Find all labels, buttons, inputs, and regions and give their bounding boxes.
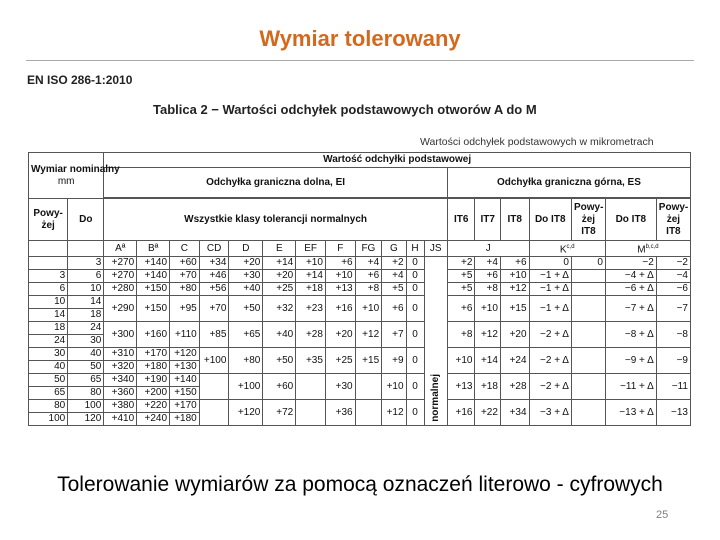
cell-it8: +12	[500, 283, 529, 296]
cell-d: +80	[229, 348, 263, 374]
cell-c: +70	[170, 270, 200, 283]
cell-m2: −2	[656, 257, 690, 270]
empty-header-cell	[68, 241, 104, 257]
table-row	[29, 296, 691, 309]
letter-a: Aª	[104, 241, 137, 257]
letter-e: E	[263, 241, 296, 257]
cell-c: +170	[170, 400, 200, 413]
cell-b: +140	[137, 257, 170, 270]
cell-m1: −13 + Δ	[605, 400, 656, 426]
cell-c: +120	[170, 348, 200, 361]
letter-cd: CD	[199, 241, 229, 257]
cell-k1: −1 + Δ	[529, 296, 571, 322]
cell-g: +4	[382, 270, 406, 283]
cell-f: +36	[325, 400, 355, 426]
cell-it8: +20	[500, 322, 529, 348]
cell-g: +6	[382, 296, 406, 322]
cell-m1: −4 + Δ	[605, 270, 656, 283]
cell-c: +95	[170, 296, 200, 322]
cell-d: +100	[229, 374, 263, 400]
cell-it8: +34	[500, 400, 529, 426]
cell-b: +140	[137, 270, 170, 283]
cell-it8: +6	[500, 257, 529, 270]
cell-m2: −8	[656, 322, 690, 348]
lower-deviation-header: Odchyłka graniczna dolna, EI	[104, 168, 448, 198]
cell-d: +50	[229, 296, 263, 322]
cell-to: 3	[68, 257, 104, 270]
cell-c: +140	[170, 374, 200, 387]
unit-note: Wartości odchyłek podstawowych w mikrometrach	[420, 136, 654, 148]
cell-g: +7	[382, 322, 406, 348]
letter-m-sup: b,c,d	[645, 244, 659, 250]
cell-cd	[199, 374, 229, 400]
cell-ef	[296, 374, 326, 400]
cell-m2: −11	[656, 374, 690, 400]
cell-k1: −2 + Δ	[529, 322, 571, 348]
cell-g: +9	[382, 348, 406, 374]
cell-d: +40	[229, 283, 263, 296]
slide-title: Wymiar tolerowany	[259, 26, 461, 51]
cell-e: +72	[263, 400, 296, 426]
letter-j: J	[447, 241, 529, 257]
cell-to: 10	[68, 283, 104, 296]
cell-d: +120	[229, 400, 263, 426]
cell-k1: −2 + Δ	[529, 374, 571, 400]
cell-k1: −1 + Δ	[529, 283, 571, 296]
letter-h: H	[406, 241, 424, 257]
cell-fg: +6	[355, 270, 382, 283]
cell-k1: −1 + Δ	[529, 270, 571, 283]
cell-fg	[355, 400, 382, 426]
cell-to: 65	[68, 374, 104, 387]
cell-above	[29, 257, 68, 270]
cell-a: +320	[104, 361, 137, 374]
letter-k-sup: c,d	[566, 244, 575, 250]
cell-it7: +12	[475, 322, 500, 348]
letter-b: Bª	[137, 241, 170, 257]
letter-c: C	[170, 241, 200, 257]
cell-it8: +24	[500, 348, 529, 374]
cell-b: +170	[137, 348, 170, 361]
cell-ef: +35	[296, 348, 326, 374]
letter-g: G	[382, 241, 406, 257]
cell-a: +270	[104, 257, 137, 270]
cell-above: 30	[29, 348, 68, 361]
cell-b: +200	[137, 387, 170, 400]
cell-cd: +100	[199, 348, 229, 374]
cell-m1: −11 + Δ	[605, 374, 656, 400]
cell-f: +30	[325, 374, 355, 400]
cell-a: +310	[104, 348, 137, 361]
cell-above: 14	[29, 309, 68, 322]
it7-header: IT7	[475, 199, 500, 241]
cell-fg: +12	[355, 322, 382, 348]
cell-d: +30	[229, 270, 263, 283]
cell-to: 6	[68, 270, 104, 283]
cell-f: +20	[325, 322, 355, 348]
cell-e: +60	[263, 374, 296, 400]
cell-h: 0	[406, 322, 424, 348]
cell-it6: +10	[447, 348, 475, 374]
empty-header-cell	[29, 241, 68, 257]
cell-g: +2	[382, 257, 406, 270]
cell-g: +5	[382, 283, 406, 296]
letter-fg: FG	[355, 241, 382, 257]
cell-b: +220	[137, 400, 170, 413]
cell-a: +300	[104, 322, 137, 348]
cell-a: +280	[104, 283, 137, 296]
cell-e: +25	[263, 283, 296, 296]
cell-above: 3	[29, 270, 68, 283]
cell-k2	[571, 322, 605, 348]
letter-f: F	[325, 241, 355, 257]
cell-g: +10	[382, 374, 406, 400]
cell-k1: −2 + Δ	[529, 348, 571, 374]
upper-deviation-header: Odchyłka graniczna górna, ES	[447, 168, 690, 198]
cell-e: +50	[263, 348, 296, 374]
cell-k2	[571, 374, 605, 400]
cell-a: +360	[104, 387, 137, 400]
letter-m: M	[637, 244, 646, 256]
cell-it6: +5	[447, 283, 475, 296]
cell-m2: −9	[656, 348, 690, 374]
cell-m1: −7 + Δ	[605, 296, 656, 322]
cell-to: 14	[68, 296, 104, 309]
cell-fg: +8	[355, 283, 382, 296]
cell-it6: +8	[447, 322, 475, 348]
cell-k1: −3 + Δ	[529, 400, 571, 426]
cell-b: +180	[137, 361, 170, 374]
cell-it6: +5	[447, 270, 475, 283]
cell-c: +180	[170, 413, 200, 426]
cell-m1: −9 + Δ	[605, 348, 656, 374]
cell-to: 80	[68, 387, 104, 400]
table-title: Tablica 2 − Wartości odchyłek podstawowych otworów A do M	[153, 102, 537, 117]
to-header: Do	[68, 199, 104, 241]
cell-h: 0	[406, 348, 424, 374]
cell-it7: +14	[475, 348, 500, 374]
m-above-it8-header: Powy-żej IT8	[656, 199, 690, 241]
cell-e: +20	[263, 270, 296, 283]
cell-a: +340	[104, 374, 137, 387]
cell-to: 24	[68, 322, 104, 335]
value-group-header: Wartość odchyłki podstawowej	[104, 153, 691, 168]
js-vertical-note: normalnej	[429, 373, 441, 422]
cell-b: +190	[137, 374, 170, 387]
cell-f: +10	[325, 270, 355, 283]
cell-b: +150	[137, 283, 170, 296]
cell-a: +290	[104, 296, 137, 322]
cell-above: 40	[29, 361, 68, 374]
cell-c: +130	[170, 361, 200, 374]
all-classes-header: Wszystkie klasy tolerancji normalnych	[104, 199, 448, 241]
cell-it8: +15	[500, 296, 529, 322]
cell-f: +6	[325, 257, 355, 270]
cell-h: 0	[406, 296, 424, 322]
cell-k2	[571, 296, 605, 322]
cell-to: 18	[68, 309, 104, 322]
cell-above: 50	[29, 374, 68, 387]
cell-it6: +13	[447, 374, 475, 400]
cell-c: +110	[170, 322, 200, 348]
cell-it6: +6	[447, 296, 475, 322]
it8-header: IT8	[500, 199, 529, 241]
cell-g: +12	[382, 400, 406, 426]
cell-cd: +34	[199, 257, 229, 270]
table-row	[29, 257, 691, 270]
letter-k: K	[559, 244, 567, 256]
table-row	[29, 270, 691, 283]
cell-it7: +4	[475, 257, 500, 270]
cell-f: +16	[325, 296, 355, 322]
cell-m2: −13	[656, 400, 690, 426]
cell-above: 100	[29, 413, 68, 426]
cell-fg	[355, 374, 382, 400]
cell-above: 6	[29, 283, 68, 296]
cell-c: +60	[170, 257, 200, 270]
cell-fg: +15	[355, 348, 382, 374]
cell-above: 18	[29, 322, 68, 335]
cell-cd	[199, 400, 229, 426]
nominal-size-label: Wymiar nominalny	[31, 163, 120, 175]
cell-f: +13	[325, 283, 355, 296]
cell-h: 0	[406, 374, 424, 400]
cell-fg: +10	[355, 296, 382, 322]
cell-c: +80	[170, 283, 200, 296]
cell-m1: −6 + Δ	[605, 283, 656, 296]
letter-d: D	[229, 241, 263, 257]
page-number: 25	[656, 509, 669, 521]
cell-to: 100	[68, 400, 104, 413]
cell-a: +270	[104, 270, 137, 283]
cell-to: 30	[68, 335, 104, 348]
cell-e: +40	[263, 322, 296, 348]
cell-a: +410	[104, 413, 137, 426]
above-header: Powy-żej	[29, 199, 68, 241]
cell-ef: +14	[296, 270, 326, 283]
title-divider	[26, 60, 694, 61]
cell-k2	[571, 283, 605, 296]
table-row	[29, 322, 691, 335]
cell-b: +150	[137, 296, 170, 322]
cell-cd: +56	[199, 283, 229, 296]
cell-m2: −7	[656, 296, 690, 322]
cell-a: +380	[104, 400, 137, 413]
js-column	[424, 257, 447, 426]
cell-m1: −2	[605, 257, 656, 270]
cell-ef: +23	[296, 296, 326, 322]
slide-caption: Tolerowanie wymiarów za pomocą oznaczeń literowo - cyfrowych	[57, 473, 663, 496]
letter-header-row	[29, 241, 691, 257]
k-above-it8-header: Powy-żej IT8	[571, 199, 605, 241]
cell-ef: +18	[296, 283, 326, 296]
cell-cd: +46	[199, 270, 229, 283]
cell-it8: +28	[500, 374, 529, 400]
letter-js: JS	[424, 241, 447, 257]
cell-k2: 0	[571, 257, 605, 270]
cell-e: +32	[263, 296, 296, 322]
deviation-table	[28, 152, 691, 426]
cell-m2: −4	[656, 270, 690, 283]
cell-h: 0	[406, 283, 424, 296]
cell-k2	[571, 348, 605, 374]
cell-cd: +70	[199, 296, 229, 322]
cell-c: +150	[170, 387, 200, 400]
m-to-it8-header: Do IT8	[605, 199, 656, 241]
letter-m-cell	[605, 241, 690, 257]
cell-k1: 0	[529, 257, 571, 270]
cell-k2	[571, 270, 605, 283]
nominal-size-unit: mm	[57, 175, 75, 187]
cell-above: 24	[29, 335, 68, 348]
cell-to: 40	[68, 348, 104, 361]
table-row	[29, 348, 691, 361]
cell-b: +240	[137, 413, 170, 426]
cell-above: 65	[29, 387, 68, 400]
cell-it7: +6	[475, 270, 500, 283]
deviation-table-container	[28, 152, 691, 466]
nominal-size-header	[29, 153, 120, 199]
cell-h: 0	[406, 257, 424, 270]
table-row	[29, 400, 691, 413]
it6-header: IT6	[447, 199, 475, 241]
table-row	[29, 374, 691, 387]
cell-e: +14	[263, 257, 296, 270]
cell-it7: +22	[475, 400, 500, 426]
cell-above: 10	[29, 296, 68, 309]
cell-h: 0	[406, 400, 424, 426]
table-row	[29, 283, 691, 296]
cell-to: 50	[68, 361, 104, 374]
letter-ef: EF	[296, 241, 326, 257]
cell-to: 120	[68, 413, 104, 426]
cell-k2	[571, 400, 605, 426]
cell-it6: +2	[447, 257, 475, 270]
cell-cd: +85	[199, 322, 229, 348]
cell-it7: +8	[475, 283, 500, 296]
cell-b: +160	[137, 322, 170, 348]
k-to-it8-header: Do IT8	[529, 199, 571, 241]
cell-it7: +10	[475, 296, 500, 322]
cell-fg: +4	[355, 257, 382, 270]
cell-d: +65	[229, 322, 263, 348]
letter-k-cell	[529, 241, 605, 257]
cell-above: 80	[29, 400, 68, 413]
cell-h: 0	[406, 270, 424, 283]
cell-it8: +10	[500, 270, 529, 283]
cell-ef: +28	[296, 322, 326, 348]
cell-it7: +18	[475, 374, 500, 400]
cell-ef: +10	[296, 257, 326, 270]
cell-m2: −6	[656, 283, 690, 296]
cell-it6: +16	[447, 400, 475, 426]
cell-d: +20	[229, 257, 263, 270]
cell-m1: −8 + Δ	[605, 322, 656, 348]
cell-ef	[296, 400, 326, 426]
standard-label: EN ISO 286-1:2010	[27, 73, 133, 87]
cell-f: +25	[325, 348, 355, 374]
